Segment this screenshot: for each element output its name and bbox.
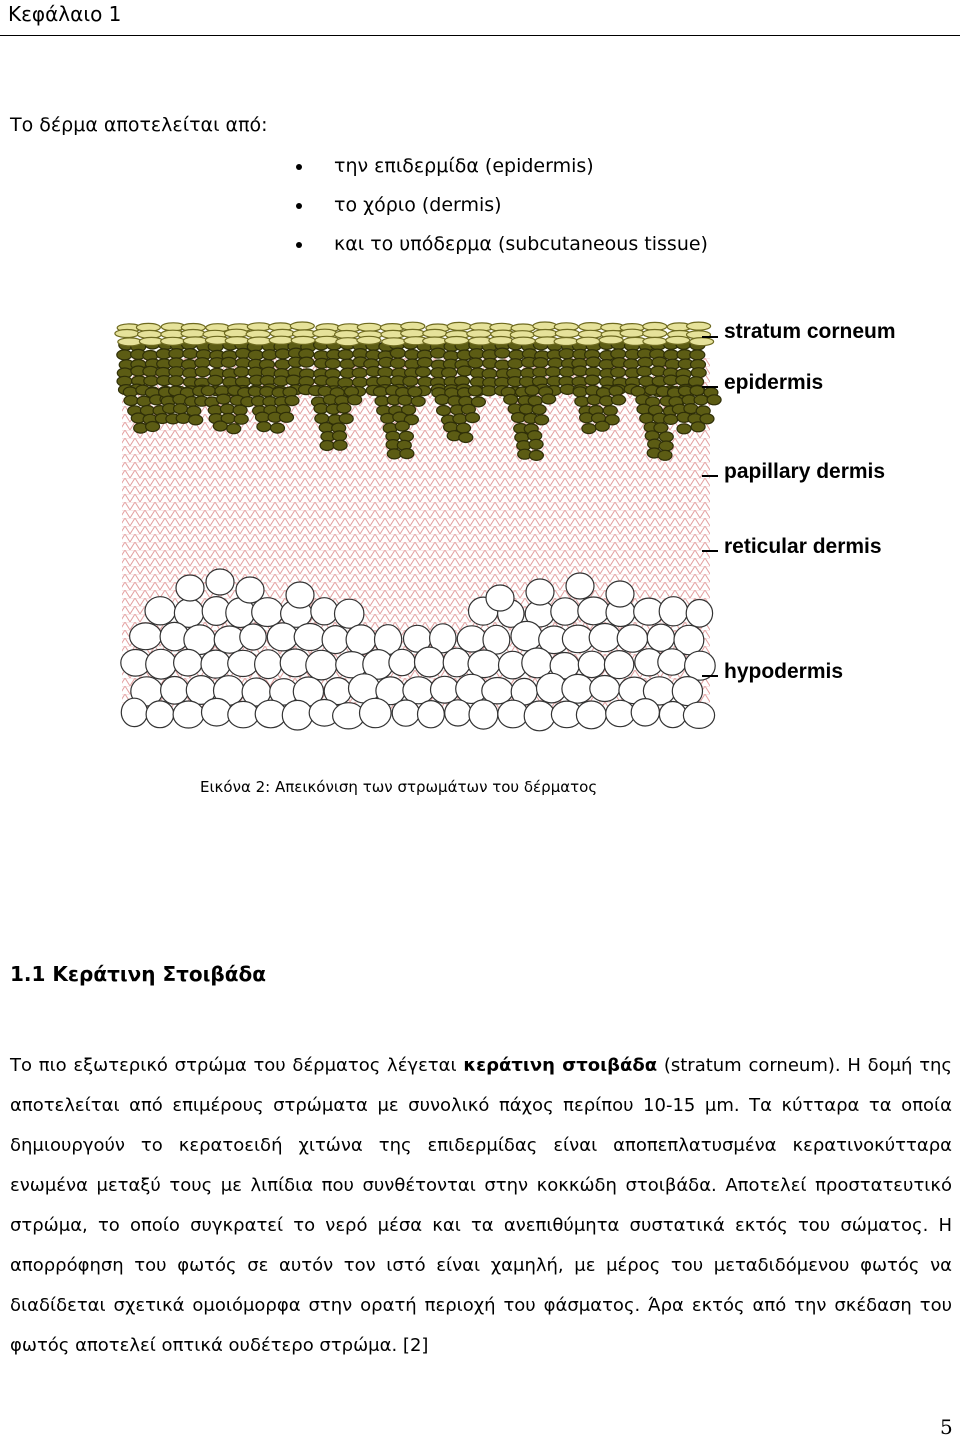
fat-cell bbox=[562, 674, 594, 703]
corneum-cell bbox=[489, 337, 513, 345]
corneum-cell bbox=[401, 329, 425, 337]
fat-cell bbox=[286, 582, 314, 608]
fat-cell bbox=[415, 647, 445, 677]
epidermis-cell bbox=[234, 414, 248, 424]
epidermis-cell bbox=[169, 349, 184, 359]
corneum-cell bbox=[620, 329, 644, 337]
epidermis-cell bbox=[585, 375, 600, 385]
fat-cell bbox=[174, 649, 203, 676]
epidermis-cell bbox=[325, 359, 340, 369]
corneum-cell bbox=[336, 338, 360, 346]
fat-cell bbox=[658, 649, 686, 675]
fat-cell bbox=[551, 598, 580, 625]
fat-cell bbox=[498, 700, 528, 728]
corneum-cell bbox=[643, 337, 667, 345]
epidermis-cell bbox=[285, 396, 299, 406]
corneum-cell bbox=[291, 336, 315, 344]
fat-cell bbox=[683, 702, 714, 728]
epidermis-cell bbox=[587, 395, 601, 405]
epidermis-cell bbox=[659, 432, 673, 442]
epidermis-cell bbox=[542, 394, 556, 404]
epidermis-cell bbox=[146, 422, 160, 432]
epidermis-cell bbox=[399, 431, 413, 441]
fat-cell bbox=[146, 701, 174, 728]
epidermis-cell bbox=[234, 367, 249, 377]
corneum-cell bbox=[225, 337, 249, 345]
epidermis-cell bbox=[333, 440, 347, 450]
fat-cell bbox=[604, 651, 633, 679]
epidermis-cell bbox=[548, 358, 563, 368]
epidermis-cell bbox=[352, 368, 367, 378]
fat-cell bbox=[173, 701, 204, 728]
epidermis-cell bbox=[468, 358, 483, 368]
corneum-cell bbox=[687, 322, 711, 330]
fat-cell bbox=[578, 651, 605, 677]
epidermis-cell bbox=[403, 376, 418, 386]
corneum-cell bbox=[423, 337, 447, 345]
epidermis-cell bbox=[189, 415, 203, 425]
corneum-cell bbox=[511, 337, 535, 345]
epidermis-cell bbox=[348, 395, 362, 405]
epidermis-cell bbox=[659, 441, 673, 451]
corneum-cell bbox=[447, 322, 471, 330]
fat-cell bbox=[267, 623, 297, 651]
fat-cell bbox=[606, 581, 634, 607]
list-item: και το υπόδερμα (subcutaneous tissue) bbox=[296, 226, 708, 265]
epidermis-cell bbox=[256, 412, 270, 422]
fat-cell bbox=[672, 677, 702, 706]
paragraph-text: Το πιο εξωτερικό στρώμα του δέρματος λέγεται bbox=[10, 1055, 464, 1076]
fat-cell bbox=[468, 650, 500, 678]
fat-cell bbox=[130, 623, 162, 650]
fat-cell bbox=[236, 577, 264, 603]
fat-cell bbox=[176, 575, 204, 601]
fat-cell bbox=[486, 585, 514, 611]
epidermis-cell bbox=[124, 396, 138, 406]
intro-text: Το δέρμα αποτελείται από: bbox=[10, 114, 268, 136]
page-number: 5 bbox=[940, 1415, 953, 1439]
epidermis-cell bbox=[221, 357, 236, 367]
epidermis-cell bbox=[457, 366, 472, 376]
epidermis-cell bbox=[257, 422, 271, 432]
epidermis-cell bbox=[573, 387, 587, 397]
fat-cell bbox=[311, 598, 338, 625]
epidermis-cell bbox=[183, 349, 198, 359]
epidermis-cell bbox=[437, 406, 451, 416]
fat-cell bbox=[606, 700, 635, 726]
epidermis-cell bbox=[637, 366, 652, 376]
epidermis-cell bbox=[137, 396, 151, 406]
paragraph-bold-term: κεράτινη στοιβάδα bbox=[463, 1055, 658, 1076]
corneum-cell bbox=[357, 323, 381, 331]
fat-cell bbox=[240, 624, 266, 650]
fat-cell bbox=[206, 569, 234, 595]
epidermis-cell bbox=[117, 350, 132, 360]
epidermis-cell bbox=[338, 350, 353, 360]
corneum-cell bbox=[224, 329, 248, 337]
epidermis-cell bbox=[390, 348, 405, 358]
fat-cell bbox=[524, 701, 555, 731]
section-paragraph bbox=[10, 1046, 952, 1366]
fat-cell bbox=[457, 626, 486, 652]
epidermis-cell bbox=[677, 424, 691, 434]
fat-cell bbox=[161, 677, 189, 705]
fat-cell bbox=[322, 626, 349, 654]
fat-cell bbox=[145, 597, 175, 625]
list-item: το χόριο (dermis) bbox=[296, 187, 708, 226]
figure-labels bbox=[702, 320, 896, 683]
corneum-cell bbox=[247, 337, 271, 345]
corneum-cell bbox=[554, 338, 578, 346]
stratum-corneum-layer bbox=[115, 322, 714, 346]
corneum-cell bbox=[555, 329, 579, 337]
corneum-cell bbox=[599, 336, 623, 344]
fat-cell bbox=[146, 649, 177, 679]
epidermis-cell bbox=[442, 368, 457, 378]
epidermis-cell bbox=[271, 423, 285, 433]
label-reticular-dermis: reticular dermis bbox=[724, 535, 882, 558]
epidermis-cell bbox=[612, 395, 626, 405]
list-item: την επιδερμίδα (epidermis) bbox=[296, 148, 708, 187]
corneum-cell bbox=[533, 322, 557, 330]
epidermis-cell bbox=[417, 358, 432, 368]
corneum-cell bbox=[382, 338, 406, 346]
label-stratum-corneum: stratum corneum bbox=[724, 320, 896, 343]
figure-caption: Εικόνα 2: Απεικόνιση των στρωμάτων του δέρματος bbox=[200, 778, 598, 796]
fat-cell bbox=[686, 600, 712, 628]
fat-cell bbox=[647, 624, 674, 651]
fat-cell bbox=[431, 676, 459, 703]
header-divider bbox=[0, 35, 960, 36]
corneum-cell bbox=[183, 337, 207, 345]
fat-cell bbox=[566, 573, 594, 599]
epidermis-cell bbox=[533, 358, 548, 368]
epidermis-cell bbox=[169, 376, 184, 386]
epidermis-cell bbox=[453, 414, 467, 424]
label-epidermis: epidermis bbox=[724, 371, 824, 394]
epidermis-cell bbox=[400, 449, 414, 459]
fat-cell bbox=[659, 597, 687, 626]
epidermis-cell bbox=[220, 404, 234, 414]
corneum-cell bbox=[290, 322, 314, 330]
chapter-header: Κεφάλαιο 1 bbox=[8, 2, 122, 26]
epidermis-cell bbox=[275, 359, 290, 369]
epidermis-cell bbox=[694, 395, 708, 405]
epidermis-cell bbox=[319, 423, 333, 433]
corneum-cell bbox=[579, 323, 603, 331]
fat-cell bbox=[590, 676, 620, 702]
fat-cell bbox=[631, 699, 659, 726]
corneum-cell bbox=[690, 338, 714, 346]
epidermis-cell bbox=[559, 349, 574, 359]
fat-cell bbox=[255, 700, 286, 728]
corneum-cell bbox=[115, 330, 139, 338]
epidermis-cell bbox=[227, 424, 241, 434]
epidermis-cell bbox=[201, 386, 215, 396]
epidermis-cell bbox=[217, 394, 231, 404]
fat-cell bbox=[511, 621, 542, 650]
epidermis-cell bbox=[353, 377, 368, 387]
epidermis-cell bbox=[529, 450, 543, 460]
corneum-cell bbox=[315, 336, 339, 344]
fat-cell bbox=[121, 698, 147, 726]
fat-cell bbox=[346, 625, 376, 655]
epidermis-cell bbox=[658, 450, 672, 460]
epidermis-cell bbox=[435, 395, 449, 405]
label-papillary-dermis: papillary dermis bbox=[724, 460, 886, 483]
section-title: 1.1 Κεράτινη Στοιβάδα bbox=[10, 962, 266, 986]
corneum-cell bbox=[423, 329, 447, 337]
epidermis-cell bbox=[339, 414, 353, 424]
fat-cell bbox=[469, 700, 498, 729]
fat-cell bbox=[418, 701, 445, 728]
epidermis-cell bbox=[459, 433, 473, 443]
epidermis-cell bbox=[525, 385, 539, 395]
fat-cell bbox=[445, 700, 471, 726]
epidermis-cell bbox=[595, 421, 609, 431]
epidermis-cell bbox=[411, 396, 425, 406]
fat-cell bbox=[392, 700, 419, 726]
epidermis-cell bbox=[390, 358, 405, 368]
epidermis-cell bbox=[208, 375, 223, 385]
corneum-cell bbox=[161, 337, 185, 345]
epidermis-cell bbox=[468, 386, 482, 396]
epidermis-cell bbox=[691, 368, 706, 378]
fat-cell bbox=[201, 650, 230, 678]
fat-cell bbox=[659, 702, 686, 728]
corneum-cell bbox=[445, 337, 469, 345]
fat-cell bbox=[360, 698, 392, 727]
fat-cell bbox=[617, 625, 647, 652]
epidermis-cell bbox=[611, 367, 626, 377]
epidermis-cell bbox=[504, 394, 518, 404]
epidermis-cell bbox=[690, 350, 705, 360]
epidermis-cell bbox=[529, 439, 543, 449]
corneum-cell bbox=[357, 336, 381, 344]
epidermis-cell bbox=[603, 406, 617, 416]
epidermis-cell bbox=[408, 387, 422, 397]
fat-cell bbox=[306, 650, 337, 680]
corneum-cell bbox=[181, 330, 205, 338]
label-hypodermis: hypodermis bbox=[724, 660, 844, 683]
fat-cell bbox=[228, 650, 259, 676]
epidermis-cell bbox=[195, 367, 210, 377]
fat-cell bbox=[202, 698, 232, 726]
epidermis-cell bbox=[416, 367, 431, 377]
epidermis-cell bbox=[575, 396, 589, 406]
epidermis-cell bbox=[337, 403, 351, 413]
fat-cell bbox=[255, 650, 282, 679]
corneum-cell bbox=[269, 336, 293, 344]
epidermis-cell bbox=[664, 414, 678, 424]
fat-cell bbox=[294, 624, 325, 651]
fat-cell bbox=[443, 648, 470, 677]
corneum-cell bbox=[576, 337, 600, 345]
corneum-cell bbox=[139, 337, 163, 345]
epidermis-cell bbox=[582, 424, 596, 434]
epidermis-cell bbox=[333, 431, 347, 441]
epidermis-cell bbox=[320, 441, 334, 451]
skin-layers-figure bbox=[0, 310, 960, 750]
epidermis-cell bbox=[508, 359, 523, 369]
epidermis-cell bbox=[532, 405, 546, 415]
fat-cell bbox=[389, 649, 415, 675]
epidermis-cell bbox=[387, 449, 401, 459]
epidermis-cell bbox=[546, 367, 561, 377]
epidermis-cell bbox=[466, 413, 480, 423]
paragraph-text: (stratum corneum). Η δομή της αποτελείται από επιμέρους στρώματα με συνολικό πάχος περίπου 10-15 μm. Τα κύτταρα τα οποία δημιουργούν το κερατοειδή χιτώνα της επιδερμίδας είναι αποπεπλατυσμένα κερατινοκύτταρα ενωμένα μεταξύ τους με λιπίδια που συνθέτονται στην κοκκώδη στοιβάδα. Αποτελεί προστατευτικό στρώμα, το οποίο συγκρατεί το νερό μέσα και τα ανεπιθύμητα συστατικά εκτός του σώματος. Η απορρόφηση του φωτός σε αυτόν τον ιστό είναι χαμηλή, με μέρος του μεταδιδόμενου φωτός να διαδίδεται σχετικά ομοιόμορφα στην ορατή περιοχή του φάσματος. Άρα εκτός από την σκέδαση του φωτός αποτελεί οπτικά ουδέτερο στρώμα. [2] bbox=[10, 1055, 952, 1356]
corneum-cell bbox=[118, 338, 142, 346]
fat-cell bbox=[526, 579, 554, 605]
fat-cell bbox=[282, 700, 312, 730]
fat-cell bbox=[335, 599, 364, 628]
corneum-cell bbox=[533, 330, 557, 338]
epidermis-cell bbox=[495, 348, 510, 358]
corneum-cell bbox=[643, 330, 667, 338]
epidermis-cell bbox=[176, 413, 190, 423]
fat-cell bbox=[578, 597, 609, 625]
epidermis-cell bbox=[174, 404, 188, 414]
epidermis-cell bbox=[395, 421, 409, 431]
epidermis-cell bbox=[398, 395, 412, 405]
fat-cell bbox=[576, 701, 606, 729]
epidermis-cell bbox=[280, 412, 294, 422]
corneum-cell bbox=[666, 336, 690, 344]
layer-list bbox=[296, 148, 708, 265]
epidermis-cell bbox=[535, 415, 549, 425]
epidermis-cell bbox=[691, 422, 705, 432]
fat-cell bbox=[589, 624, 620, 652]
epidermis-cell bbox=[609, 386, 623, 396]
fat-cell bbox=[228, 701, 259, 727]
epidermis-cell bbox=[213, 421, 227, 431]
epidermis-cell bbox=[707, 395, 721, 405]
epidermis-cell bbox=[299, 357, 314, 367]
